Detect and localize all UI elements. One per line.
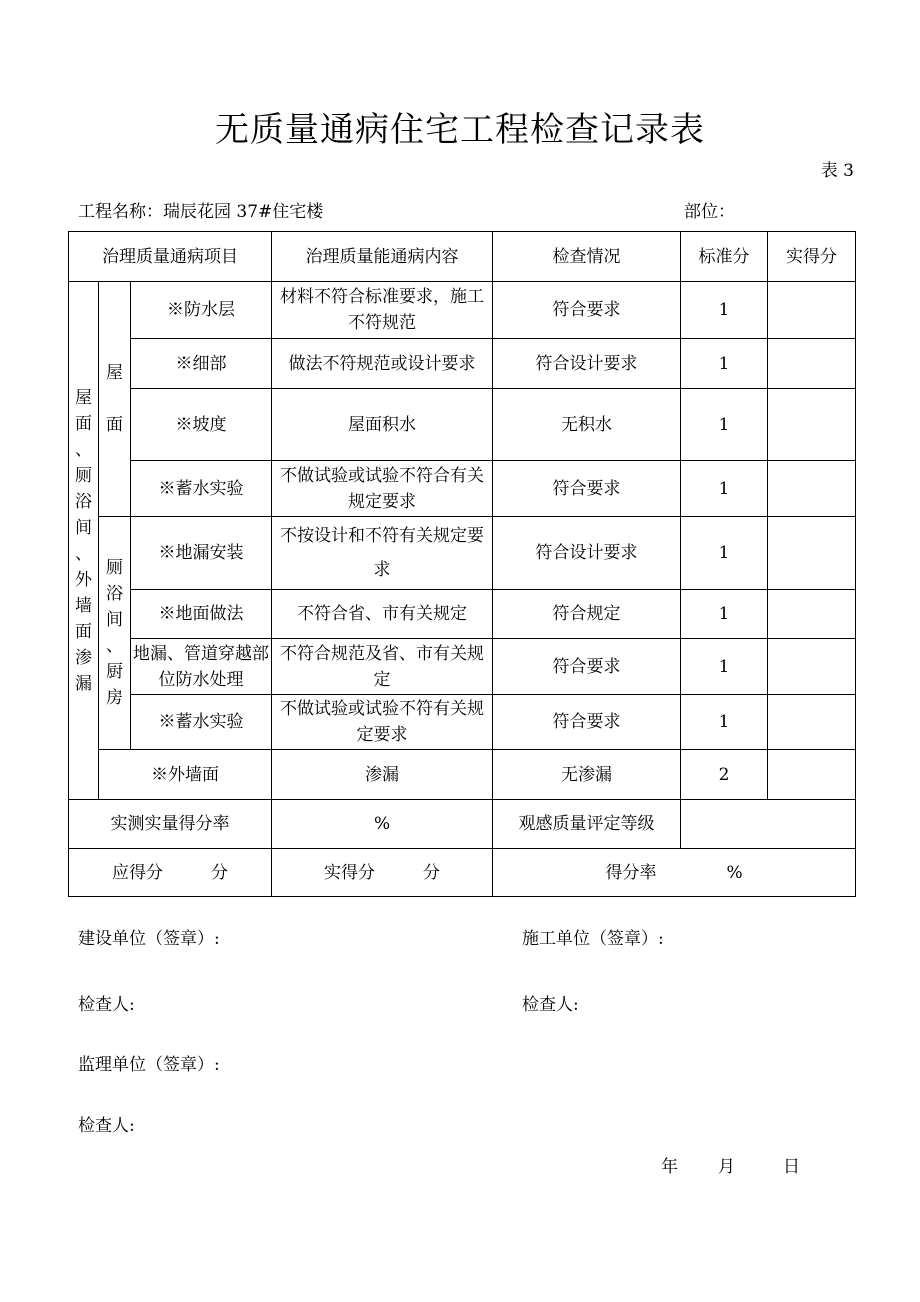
row-item: ※地漏安装	[131, 517, 272, 590]
row-content: 做法不符规范或设计要求	[272, 339, 493, 389]
row-std: 1	[681, 389, 768, 461]
table-row	[69, 461, 856, 517]
group-main-label: 屋 面 、 厕 浴 间 、 外 墙 面 渗 漏	[69, 282, 99, 800]
group-roof-label: 屋 面	[99, 282, 131, 517]
header-check: 检查情况	[493, 232, 681, 282]
row-check: 符合要求	[493, 282, 681, 339]
header-content: 治理质量能通病内容	[272, 232, 493, 282]
row-check: 无渗漏	[493, 750, 681, 800]
table-row	[69, 750, 856, 800]
row-item: ※蓄水实验	[131, 695, 272, 750]
row-check: 符合规定	[493, 590, 681, 639]
measured-score-rate-label: 实测实量得分率	[69, 800, 272, 849]
contractor-signature: 施工单位（签章）:	[522, 929, 664, 949]
row-actual	[768, 282, 856, 339]
row-check: 符合要求	[493, 639, 681, 695]
row-content: 不做试验或试验不符合有关规定要求	[272, 461, 493, 517]
row-item: ※防水层	[131, 282, 272, 339]
row-std: 1	[681, 517, 768, 590]
row-item: ※坡度	[131, 389, 272, 461]
table-row	[69, 389, 856, 461]
table-row	[69, 517, 856, 590]
table-row	[69, 695, 856, 750]
row-std: 1	[681, 339, 768, 389]
row-actual	[768, 389, 856, 461]
row-actual	[768, 750, 856, 800]
row-content: 屋面积水	[272, 389, 493, 461]
date-year: 年	[661, 1157, 678, 1177]
expected-score: 应得分 分	[69, 849, 272, 897]
table-row	[69, 639, 856, 695]
row-std: 1	[681, 639, 768, 695]
row-content: 不符合规范及省、市有关规定	[272, 639, 493, 695]
inspector-3: 检查人:	[78, 1116, 135, 1136]
row-item: 地漏、管道穿越部位防水处理	[131, 639, 272, 695]
score-rate: 得分率 %	[493, 849, 856, 897]
row-check: 符合要求	[493, 695, 681, 750]
builder-signature: 建设单位（签章）:	[78, 929, 220, 949]
summary-row-2	[69, 849, 856, 897]
row-std: 1	[681, 695, 768, 750]
row-content: 不按设计和不符有关规定要求	[272, 517, 493, 590]
table-row	[69, 282, 856, 339]
inspection-table	[68, 231, 856, 897]
supervisor-signature: 监理单位（签章）:	[78, 1055, 220, 1075]
row-actual	[768, 639, 856, 695]
row-actual	[768, 339, 856, 389]
date-day: 日	[783, 1157, 800, 1177]
inspector-1: 检查人:	[78, 995, 135, 1015]
row-content: 不做试验或试验不符有关规定要求	[272, 695, 493, 750]
visual-quality-label: 观感质量评定等级	[493, 800, 681, 849]
measured-score-rate-value: %	[272, 800, 493, 849]
row-item: ※外墙面	[99, 750, 272, 800]
row-item: ※蓄水实验	[131, 461, 272, 517]
row-check: 符合设计要求	[493, 339, 681, 389]
date-month: 月	[718, 1157, 735, 1177]
page-title: 无质量通病住宅工程检查记录表	[215, 110, 705, 150]
part-label: 部位：	[684, 202, 735, 222]
group-bath-label: 厕 浴 间 、 厨 房	[99, 517, 131, 750]
row-check: 符合设计要求	[493, 517, 681, 590]
row-actual	[768, 695, 856, 750]
header-row	[69, 232, 856, 282]
summary-row-1	[69, 800, 856, 849]
row-std: 2	[681, 750, 768, 800]
row-content: 不符合省、市有关规定	[272, 590, 493, 639]
project-name: 工程名称：瑞辰花园 37#住宅楼	[78, 202, 324, 222]
header-item: 治理质量通病项目	[69, 232, 272, 282]
row-actual	[768, 590, 856, 639]
row-content: 渗漏	[272, 750, 493, 800]
header-actual-score: 实得分	[768, 232, 856, 282]
row-actual	[768, 517, 856, 590]
table-row	[69, 339, 856, 389]
inspector-2: 检查人:	[522, 995, 579, 1015]
row-std: 1	[681, 282, 768, 339]
table-row	[69, 590, 856, 639]
actual-score: 实得分 分	[272, 849, 493, 897]
row-check: 符合要求	[493, 461, 681, 517]
row-item: ※地面做法	[131, 590, 272, 639]
row-item: ※细部	[131, 339, 272, 389]
row-content: 材料不符合标准要求，施工不符规范	[272, 282, 493, 339]
table-number: 表 3	[820, 161, 854, 181]
header-std-score: 标准分	[681, 232, 768, 282]
row-check: 无积水	[493, 389, 681, 461]
row-std: 1	[681, 461, 768, 517]
row-actual	[768, 461, 856, 517]
visual-quality-value	[681, 800, 856, 849]
row-std: 1	[681, 590, 768, 639]
